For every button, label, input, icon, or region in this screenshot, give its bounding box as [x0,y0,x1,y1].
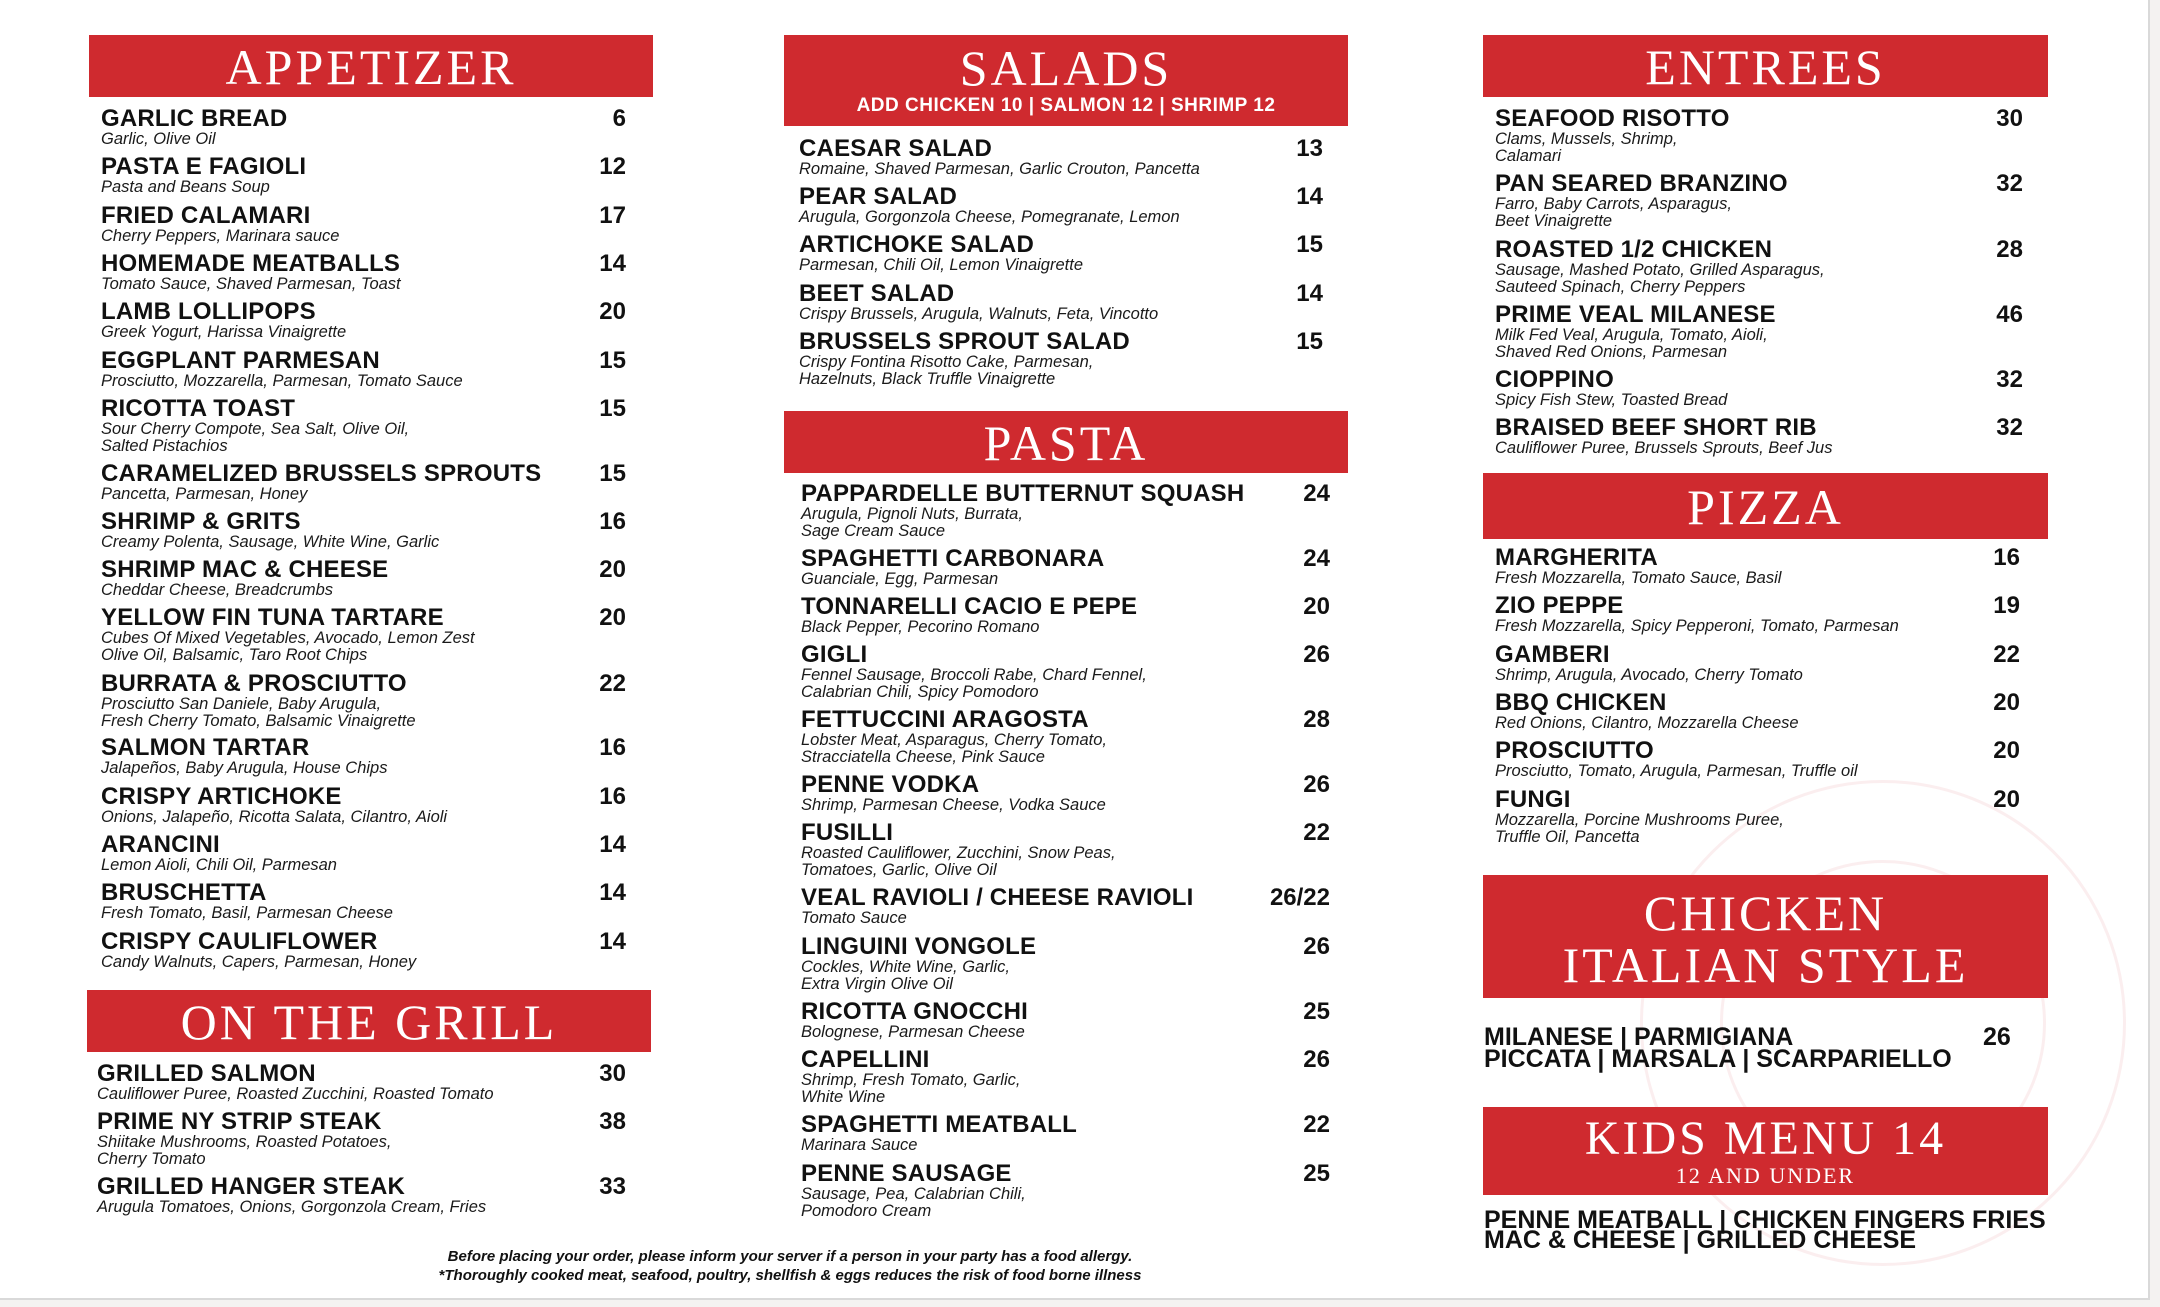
allergy-notice-line2: *Thoroughly cooked meat, seafood, poultry, shellfish & eggs reduces the risk of food borne illness [438,1267,1142,1284]
menu-item-description: Arugula, Pignoli Nuts, Burrata, Sage Cream Sauce [801,505,1023,540]
menu-item-price: 22 [599,670,626,697]
menu-item [101,349,626,390]
menu-item-name: YELLOW FIN TUNA TARTARE [101,604,444,631]
menu-item-price: 20 [599,604,626,631]
kids-menu-age: 12 AND UNDER [1675,1163,1856,1188]
menu-item-name: CRISPY ARTICHOKE [101,783,342,810]
menu-item-price: 15 [1296,328,1323,355]
menu-item-price: 14 [599,879,626,906]
menu-item-name: SHRIMP MAC & CHEESE [101,556,389,583]
menu-item-price: 15 [1296,231,1323,258]
menu-item-description: Red Onions, Cilantro, Mozzarella Cheese [1495,714,1799,732]
menu-item-name: BRUSCHETTA [101,879,267,906]
menu-item [801,886,1330,927]
pasta-title: PASTA [983,415,1149,471]
menu-item-price: 15 [599,460,626,487]
chicken-price: 26 [1983,1023,2011,1051]
menu-item-price: 15 [599,347,626,374]
menu-item-description: Sour Cherry Compote, Sea Salt, Olive Oil, Salted Pistachios [101,420,410,455]
menu-item-description: Romaine, Shaved Parmesan, Garlic Crouton, Pancetta [799,160,1200,178]
menu-item-price: 22 [1993,641,2020,668]
menu-item-price: 30 [1996,105,2023,132]
menu-item-name: CARAMELIZED BRUSSELS SPROUTS [101,460,542,487]
menu-item-name: SHRIMP & GRITS [101,508,301,535]
menu-item-name: FUSILLI [801,819,894,846]
grill-title: ON THE GRILL [180,994,558,1050]
menu-item-name: FRIED CALAMARI [101,202,311,229]
menu-item-description: Roasted Cauliflower, Zucchini, Snow Peas, Tomatoes, Garlic, Olive Oil [801,844,1116,879]
menu-item-description: Fresh Tomato, Basil, Parmesan Cheese [101,904,393,922]
menu-item-price: 33 [599,1173,626,1200]
kids-menu-line2: MAC & CHEESE | GRILLED CHEESE [1484,1226,1917,1254]
menu-item-price: 14 [1296,280,1323,307]
menu-item-description: Shiitake Mushrooms, Roasted Potatoes, Cherry Tomato [97,1133,392,1168]
menu-item-description: Prosciutto San Daniele, Baby Arugula, Fresh Cherry Tomato, Balsamic Vinaigrette [101,695,416,730]
menu-item-description: Farro, Baby Carrots, Asparagus, Beet Vinaigrette [1495,195,1732,230]
menu-item-description: Arugula Tomatoes, Onions, Gorgonzola Cream, Fries [97,1198,487,1216]
menu-item-name: BRAISED BEEF SHORT RIB [1495,414,1817,441]
menu-item-description: Pasta and Beans Soup [101,178,270,196]
menu-item [1495,107,2023,165]
menu-item [801,821,1330,879]
menu-item-name: LINGUINI VONGOLE [801,933,1037,960]
menu-item-price: 32 [1996,366,2023,393]
menu-item-name: GRILLED SALMON [97,1060,316,1087]
menu-item-price: 26 [1303,933,1330,960]
salads-title: SALADS [959,40,1173,96]
menu-item-name: ROASTED 1/2 CHICKEN [1495,236,1773,263]
appetizer-title: APPETIZER [225,39,517,95]
menu-item-price: 28 [1303,706,1330,733]
menu-item-price: 20 [1993,737,2020,764]
menu-item-name: BRUSSELS SPROUT SALAD [799,328,1130,355]
menu-item [799,137,1323,178]
menu-item-name: PRIME VEAL MILANESE [1495,301,1776,328]
menu-item-description: Shrimp, Fresh Tomato, Garlic, White Wine [801,1071,1021,1106]
menu-item [101,736,626,777]
menu-item-description: Arugula, Gorgonzola Cheese, Pomegranate, Lemon [799,208,1180,226]
menu-item-name: GAMBERI [1495,641,1610,668]
menu-item-price: 20 [1993,689,2020,716]
menu-item-description: Fresh Mozzarella, Spicy Pepperoni, Tomato, Parmesan [1495,617,1899,635]
menu-item [101,252,626,293]
menu-item-description: Guanciale, Egg, Parmesan [801,570,999,588]
menu-item [101,300,626,341]
menu-item-description: Creamy Polenta, Sausage, White Wine, Garlic [101,533,440,551]
menu-item-description: Lemon Aioli, Chili Oil, Parmesan [101,856,337,874]
menu-item-name: RICOTTA TOAST [101,395,296,422]
menu-item [1495,238,2023,296]
menu-item-description: Pancetta, Parmesan, Honey [101,485,308,503]
menu-item-description: Cheddar Cheese, Breadcrumbs [101,581,334,599]
menu-item-price: 20 [599,298,626,325]
salads-addons: ADD CHICKEN 10 | SALMON 12 | SHRIMP 12 [856,95,1276,116]
menu-item [801,773,1330,814]
menu-item-description: Prosciutto, Mozzarella, Parmesan, Tomato Sauce [101,372,463,390]
menu-item-description: Lobster Meat, Asparagus, Cherry Tomato, Stracciatella Cheese, Pink Sauce [801,731,1108,766]
menu-item-price: 13 [1296,135,1323,162]
menu-item-price: 20 [599,556,626,583]
menu-item-price: 14 [1296,183,1323,210]
menu-item-description: Tomato Sauce [801,909,907,927]
menu-item [1495,594,2020,635]
menu-item [801,547,1330,588]
menu-item-price: 30 [599,1060,626,1087]
menu-item-description: Greek Yogurt, Harissa Vinaigrette [101,323,347,341]
menu-item [801,708,1330,766]
menu-item-description: Bolognese, Parmesan Cheese [801,1023,1025,1041]
menu-item [1495,788,2020,846]
menu-item-name: PASTA E FAGIOLI [101,153,307,180]
kids-menu-header [1483,1107,2048,1195]
menu-item [1495,739,2020,780]
menu-item [799,282,1323,323]
menu-item [101,833,626,874]
menu-item-price: 14 [599,250,626,277]
menu-item-price: 20 [1303,593,1330,620]
menu-item-name: TONNARELLI CACIO E PEPE [801,593,1138,620]
kids-menu-title: KIDS MENU 14 [1584,1112,1947,1165]
menu-item-description: Cauliflower Puree, Brussels Sprouts, Beef Jus [1495,439,1833,457]
grill-header [87,990,651,1052]
allergy-notice [300,1247,1280,1285]
menu-item-price: 16 [599,734,626,761]
menu-item-name: PAPPARDELLE BUTTERNUT SQUASH [801,480,1245,507]
menu-item-description: Tomato Sauce, Shaved Parmesan, Toast [101,275,401,293]
menu-item-name: BBQ CHICKEN [1495,689,1667,716]
menu-item-price: 16 [1993,544,2020,571]
menu-item-description: Mozzarella, Porcine Mushrooms Puree, Truffle Oil, Pancetta [1495,811,1784,846]
chicken-styles-line2: PICCATA | MARSALA | SCARPARIELLO [1484,1045,1952,1073]
menu-item-description: Fennel Sausage, Broccoli Rabe, Chard Fennel, Calabrian Chili, Spicy Pomodoro [801,666,1147,701]
menu-item-price: 24 [1303,480,1330,507]
menu-item [1495,303,2023,361]
menu-item-name: CRISPY CAULIFLOWER [101,928,378,955]
menu-item [101,397,626,455]
menu-item-name: CIOPPINO [1495,366,1614,393]
menu-item-description: Sausage, Mashed Potato, Grilled Asparagus, Sauteed Spinach, Cherry Peppers [1495,261,1825,296]
menu-item [801,595,1330,636]
menu-item [101,930,626,971]
menu-item-description: Black Pepper, Pecorino Romano [801,618,1040,636]
menu-item-name: PENNE SAUSAGE [801,1160,1012,1187]
menu-item [101,558,626,599]
menu-item [799,233,1323,274]
menu-item-price: 22 [1303,819,1330,846]
menu-item-name: ARANCINI [101,831,220,858]
menu-item [1495,643,2020,684]
menu-item-description: Cauliflower Puree, Roasted Zucchini, Roasted Tomato [97,1085,494,1103]
menu-item [101,107,626,148]
menu-item [1495,691,2020,732]
menu-item-price: 24 [1303,545,1330,572]
menu-item-name: PEAR SALAD [799,183,958,210]
menu-item-name: CAESAR SALAD [799,135,993,162]
chicken-title-line1: CHICKEN [1643,885,1888,941]
menu-item-description: Onions, Jalapeño, Ricotta Salata, Cilantro, Aioli [101,808,448,826]
appetizer-header [89,35,653,97]
menu-item-price: 16 [599,508,626,535]
menu-item-name: EGGPLANT PARMESAN [101,347,380,374]
kids-menu-line1: PENNE MEATBALL | CHICKEN FINGERS FRIES [1484,1206,2046,1234]
menu-item-price: 15 [599,395,626,422]
menu-item [801,1113,1330,1154]
menu-item [801,1000,1330,1041]
menu-item-description: Cherry Peppers, Marinara sauce [101,227,340,245]
menu-item-price: 26 [1303,641,1330,668]
menu-item-name: SPAGHETTI MEATBALL [801,1111,1078,1138]
pizza-header [1483,473,2048,539]
menu-item-description: Fresh Mozzarella, Tomato Sauce, Basil [1495,569,1782,587]
menu-item-price: 28 [1996,236,2023,263]
menu-item [801,643,1330,701]
menu-item [97,1110,626,1168]
menu-item-name: MARGHERITA [1495,544,1658,571]
menu-item-price: 22 [1303,1111,1330,1138]
menu-item-price: 46 [1996,301,2023,328]
menu-item [101,155,626,196]
menu-item-price: 25 [1303,1160,1330,1187]
menu-item-price: 6 [612,105,626,132]
menu-item [801,1162,1330,1220]
menu-item-price: 12 [599,153,626,180]
menu-item-price: 26/22 [1269,884,1330,911]
menu-item-name: ARTICHOKE SALAD [799,231,1034,258]
menu-item-price: 17 [599,202,626,229]
menu-item [101,204,626,245]
menu-item-name: GARLIC BREAD [101,105,288,132]
menu-item [1495,368,2023,409]
menu-item-name: RICOTTA GNOCCHI [801,998,1028,1025]
menu-item [799,330,1323,388]
menu-item-name: SALMON TARTAR [101,734,310,761]
menu-item-description: Crispy Brussels, Arugula, Walnuts, Feta, Vincotto [799,305,1159,323]
menu-item-price: 20 [1993,786,2020,813]
menu-item-description: Candy Walnuts, Capers, Parmesan, Honey [101,953,417,971]
chicken-styles-line1: MILANESE | PARMIGIANA [1484,1023,1794,1051]
menu-item-name: FUNGI [1495,786,1571,813]
menu-item-name: PROSCIUTTO [1495,737,1654,764]
menu-item [1495,172,2023,230]
menu-item-name: ZIO PEPPE [1495,592,1624,619]
menu-item-price: 25 [1303,998,1330,1025]
menu-item [101,785,626,826]
pizza-title: PIZZA [1687,479,1844,535]
menu-item-price: 19 [1993,592,2020,619]
menu-item [1495,416,2023,457]
menu-item-description: Garlic, Olive Oil [101,130,216,148]
menu-item-description: Prosciutto, Tomato, Arugula, Parmesan, Truffle oil [1495,762,1858,780]
menu-item-price: 14 [599,831,626,858]
menu-item-description: Cubes Of Mixed Vegetables, Avocado, Lemon Zest Olive Oil, Balsamic, Taro Root Chips [101,629,475,664]
menu-item-description: Clams, Mussels, Shrimp, Calamari [1495,130,1678,165]
menu-item [101,462,626,503]
menu-item-description: Sausage, Pea, Calabrian Chili, Pomodoro Cream [801,1185,1026,1220]
menu-item-description: Crispy Fontina Risotto Cake, Parmesan, Hazelnuts, Black Truffle Vinaigrette [799,353,1094,388]
menu-item-price: 26 [1303,771,1330,798]
menu-item-description: Parmesan, Chili Oil, Lemon Vinaigrette [799,256,1083,274]
menu-item-name: PRIME NY STRIP STEAK [97,1108,382,1135]
pasta-header [784,411,1348,473]
menu-item-price: 32 [1996,170,2023,197]
menu-item [801,935,1330,993]
menu-item-name: FETTUCCINI ARAGOSTA [801,706,1089,733]
menu-item-name: SPAGHETTI CARBONARA [801,545,1105,572]
menu-item-name: SEAFOOD RISOTTO [1495,105,1730,132]
menu-item [97,1062,626,1103]
menu-item-name: PAN SEARED BRANZINO [1495,170,1788,197]
menu-item-name: HOMEMADE MEATBALLS [101,250,401,277]
menu-item-description: Marinara Sauce [801,1136,918,1154]
menu-item [101,881,626,922]
menu-item [101,606,626,664]
menu-item-price: 32 [1996,414,2023,441]
allergy-notice-line1: Before placing your order, please inform your server if a person in your party has a food allergy. [447,1248,1133,1265]
menu-item [799,185,1323,226]
menu-item [1495,546,2020,587]
menu-item-price: 38 [599,1108,626,1135]
menu-item-name: CAPELLINI [801,1046,930,1073]
menu-item [101,510,626,551]
entrees-title: ENTREES [1645,39,1886,95]
menu-item-price: 14 [599,928,626,955]
menu-item-price: 26 [1303,1046,1330,1073]
menu-item-name: BEET SALAD [799,280,955,307]
menu-item-name: LAMB LOLLIPOPS [101,298,316,325]
menu-item-name: BURRATA & PROSCIUTTO [101,670,407,697]
menu-item-description: Milk Fed Veal, Arugula, Tomato, Aioli, Shaved Red Onions, Parmesan [1495,326,1768,361]
menu-item-price: 16 [599,783,626,810]
salads-header [784,35,1348,126]
menu-item-name: GRILLED HANGER STEAK [97,1173,406,1200]
menu-item-name: VEAL RAVIOLI / CHEESE RAVIOLI [801,884,1194,911]
chicken-title-line2: ITALIAN STYLE [1562,937,1969,993]
entrees-header [1483,35,2048,97]
menu-item [801,1048,1330,1106]
menu-item [101,672,626,730]
menu-item-description: Jalapeños, Baby Arugula, House Chips [101,759,388,777]
menu-item-name: PENNE VODKA [801,771,980,798]
menu-item-name: GIGLI [801,641,868,668]
menu-item [801,482,1330,540]
menu-item-description: Spicy Fish Stew, Toasted Bread [1495,391,1728,409]
chicken-header [1483,875,2048,998]
menu-item-description: Cockles, White Wine, Garlic, Extra Virgin Olive Oil [801,958,1010,993]
menu-item-description: Shrimp, Parmesan Cheese, Vodka Sauce [801,796,1106,814]
menu-item [97,1175,626,1216]
menu-item-description: Shrimp, Arugula, Avocado, Cherry Tomato [1495,666,1803,684]
